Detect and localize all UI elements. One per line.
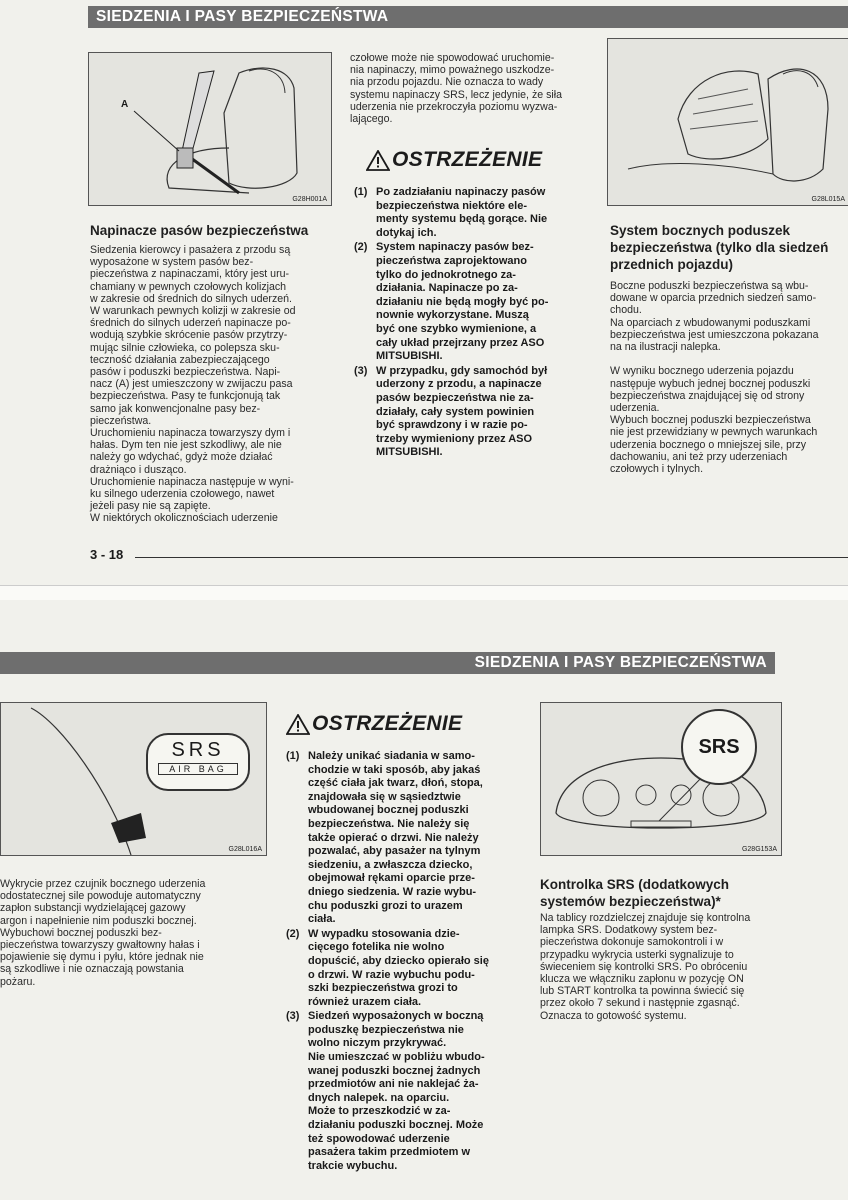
warning-number: (1) xyxy=(354,186,368,198)
pretensioner-heading: Napinacze pasów bezpieczeństwa xyxy=(90,223,309,238)
pretensioner-body: Siedzenia kierowcy i pasażera z przodu są wyposażone w system pasów bez- pieczeństwa z napinaczami, który jest uru- chamiany w pewnych czołowych kolizjach w zakresie od średnich do silnych uderzeń. W warunkach pewnych kolizji w zakresie od średnich do silnych uderzeń napinacze po- wodują szybkie skrócenie pasów przytrzy- mując silnie człowieka, co polepsza sku- teczność działania zabezpieczającego pasów i poduszki bezpieczeństwa. Napi- nacz (A) jest umieszczony w zwijaczu pasa bezpieczeństwa. Pasy te funkcjonują tak samo jak konwencjonalne pasy bez- pieczeństwa. Uruchomieniu napinacza towarzyszy dym i hałas. Dym ten nie jest szkodliwy, ale nie należy go wdychać, gdyż może działać drażniąco i dusząco. Uruchomienie napinacza następuje w wyni- ku silnego uderzenia czołowego, nawet jeżeli pasy nie są zapięte. W niektórych okolicznościach uderzenie xyxy=(90,244,296,525)
warning-text: Należy unikać siadania w samo- chodzie w taki sposób, aby jakaś część ciała jak twarz, dłoń, stopa, znajdowała się w sąsiedztwie wbudowanej bocznej poduszki bezpieczeństwa. Nie należy się także opierać o drzwi. Nie należy pozwalać, aby pasażer na tylnym siedzeniu, a zwłaszcza dziecko, obejmował rękami oparcie prze- dniego siedzenia. W razie wybu- chu poduszki grozi to urazem ciała. xyxy=(308,750,483,926)
warning-list xyxy=(286,750,514,1174)
warning-number: (2) xyxy=(354,241,368,254)
srs-label-figure xyxy=(0,702,267,856)
footer-rule xyxy=(135,557,848,558)
seat-drawing xyxy=(608,39,848,205)
srs-indicator-body: Na tablicy rozdzielczej znajduje się kontrolna lampka SRS. Dodatkowy system bez- pieczeństwa dokonuje samokontroli i w przypadku wykrycia usterki sygnalizuje to świeceniem się kontrolki SRS. Po obróceniu klucza we włączniku zapłonu w pozycję ON lub START kontrolka ta powinna świecić się przez około 7 sekund i następnie zgasnąć. Oznacza to gotowość systemu. xyxy=(540,912,751,1022)
side-airbag-deployment-body: Wykrycie przez czujnik bocznego uderzenia odostatecznej sile powoduje automatyczny zapłon substancji wydzielającej gazowy argon i napełnienie nim poduszki bocznej. Wybuchowi bocznej poduszki bez- pieczeństwa towarzyszy gwałtowny hałas i pojawienie się dymu i pyłu, które jednak nie są szkodliwe i nie oznaczają powstania pożaru. xyxy=(0,878,206,988)
warning-text: Siedzeń wyposażonych w boczną poduszkę bezpieczeństwa nie wolno niczym przykrywać. Nie umieszczać w pobliżu wbudo- wanej poduszki bocznej żadnych przedmiotów ani nie naklejać ża- dnych nalepek. na oparciu. Może to przeszkodzić w za- działaniu poduszki bocznej. Może też spowodować uderzenie pasażera takim przedmiotem w trakcie wybuchu. xyxy=(308,1010,485,1172)
warning-title: OSTRZEŻENIE xyxy=(392,148,543,171)
side-airbag-heading: System bocznych poduszek bezpieczeństwa (tylko dla siedzeń przednich pojazdu) xyxy=(610,223,829,272)
srs-badge-text: SRS xyxy=(171,739,225,761)
warning-icon xyxy=(366,150,390,171)
page-number: 3 - 18 xyxy=(90,547,124,562)
seatbelt-drawing xyxy=(89,53,331,205)
warning-number: (1) xyxy=(286,750,300,762)
airbag-badge-text: AIR BAG xyxy=(158,763,238,775)
srs-indicator-heading: Kontrolka SRS (dodatkowych systemów bezpieczeństwa)* xyxy=(540,877,730,909)
warning-number: (2) xyxy=(286,927,300,940)
page-gap xyxy=(0,585,848,601)
side-airbag-body: Boczne poduszki bezpieczeństwa są wbu- dowane w oparcia przednich siedzeń samo- chodu. Na oparciach z wbudowanymi poduszkami bezpieczeństwa jest umieszczona pokazana na na ilustracji nalepka. W wyniku bocznego uderzenia pojazdu następuje wybuch jednej bocznej poduszki bezpieczeństwa znajdującej się od strony uderzenia. Wybuch bocznej poduszki bezpieczeństwa nie jest przewidziany w pewnych warunkach uderzenia bocznego o mniejszej sile, przy dachowaniu, ani też przy uderzeniach czołowych i tylnych. xyxy=(610,280,819,476)
pretensioner-label: A xyxy=(121,99,129,110)
srs-callout-text: SRS xyxy=(698,736,740,758)
warning-item xyxy=(286,750,514,927)
warning-text: W przypadku, gdy samochód był uderzony z przodu, a napinacze pasów bezpieczeństwa nie za- działały, cały system powinien być sprawdzony i w razie po- trzeby wymieniony przez ASO MITSUBISHI. xyxy=(376,364,548,459)
bottom-page xyxy=(0,600,848,1200)
warning-title: OSTRZEŻENIE xyxy=(312,712,463,735)
warning-icon xyxy=(286,714,310,735)
warning-text: System napinaczy pasów bez- pieczeństwa zaprojektowano tylko do jednokrotnego za- działania. Napinacze po za- działaniu nie będą mogły być po- nownie wykorzystane. Muszą być one szybko wymienione, a cały układ przejrzany przez ASO MITSUBISHI. xyxy=(376,241,549,363)
warning-text: W wypadku stosowania dzie- cięcego fotelika nie wolno dopuścić, aby dziecko opierało się o drzwi. W razie wybuchu podu- szki bezpieczeństwa grozi to również urazem ciała. xyxy=(308,927,489,1008)
warning-text: Po zadziałaniu napinaczy pasów bezpieczeństwa niektóre ele- menty systemu będą gorące. Nie dotykaj ich. xyxy=(376,186,548,239)
warning-item xyxy=(354,365,584,460)
top-page xyxy=(0,0,848,585)
seatbelt-figure xyxy=(88,52,332,206)
warning-item xyxy=(286,928,514,1010)
figure-code: G28L016A xyxy=(228,846,262,853)
warning-number: (3) xyxy=(286,1010,300,1023)
warning-number: (3) xyxy=(354,364,368,377)
figure-code: G28L015A xyxy=(811,196,845,203)
section-header-text: SIEDZENIA I PASY BEZPIECZEŃSTWA xyxy=(474,654,767,671)
section-header xyxy=(88,6,848,28)
warning-list xyxy=(354,186,584,461)
figure-code: G28G153A xyxy=(741,846,777,853)
warning-item xyxy=(286,1010,514,1173)
srs-callout-circle xyxy=(681,709,757,785)
seat-figure xyxy=(607,38,848,206)
srs-airbag-badge xyxy=(146,733,250,791)
section-header-text: SIEDZENIA I PASY BEZPIECZEŃSTWA xyxy=(96,8,389,25)
warning-item xyxy=(354,186,584,240)
warning-item xyxy=(354,241,584,363)
srs-warning-light-figure xyxy=(540,702,782,856)
figure-code: G28H001A xyxy=(292,196,327,203)
section-header xyxy=(0,652,775,674)
pretensioner-body-continued: czołowe może nie spowodować uruchomie- nia napinaczy, mimo poważnego uszkodze- nia przodu pojazdu. Nie oznacza to wady systemu napinaczy SRS, lecz jedynie, że siła uderzenia nie przekroczyła poziomu wyzwa- lającego. xyxy=(350,52,562,126)
